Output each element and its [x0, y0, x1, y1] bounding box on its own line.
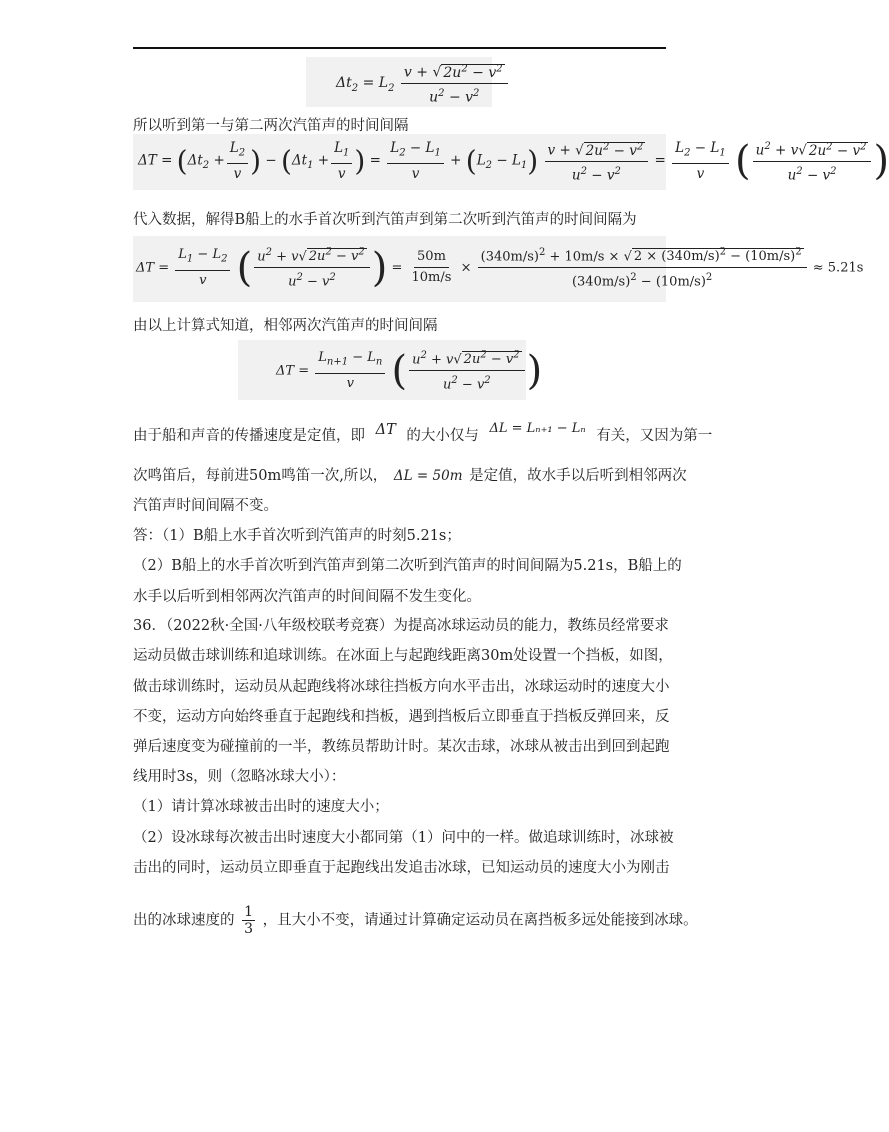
text-p3: 由以上计算式知道，相邻两次汽笛声的时间间隔 [133, 318, 438, 334]
text-p4c: 有关，又因为第一 [596, 428, 713, 444]
question-36-line5: 弹后速度变为碰撞前的一半，教练员帮助计时。某次击球，冰球从被击出到回到起跑 [133, 739, 670, 755]
text-p1: 所以听到第一与第二两次汽笛声的时间间隔 [133, 118, 409, 134]
answer-2a: （2）B船上的水手首次听到汽笛声到第二次听到汽笛声的时间间隔为5.21s，B船上的 [133, 558, 682, 574]
question-36-line2: 运动员做击球训练和追球训练。在冰面上与起跑线距离30m处设置一个挡板，如图， [133, 648, 673, 664]
inline-deltaL50: ΔL = 50m [393, 468, 463, 484]
formula-delta-T-general: $\Delta T = (\Delta t_2$ + $\frac{L_2}{v}$ ) − ($\Delta t_1$ + $\frac{L_1}{v}$ ) = $\frac{L_2 - L_1}{v}$ + $(L_2 - L_1)$ $\frac{v + √ 2u^2 - v^2}{u^2 - v^2}$ = $\frac{L_2 - L_1}{v}$ ( $\frac{u^2 + v√ 2u^2 - v^2}{u^2 - v^2}$ ) [138, 138, 889, 184]
text-p4a: 由于船和声音的传播速度是定值，即 [133, 428, 365, 444]
question-36-line4: 不变，运动方向始终垂直于起跑线和挡板，遇到挡板后立即垂直于挡板反弹回来，反 [133, 709, 670, 725]
header-rule [133, 47, 666, 49]
question-36-part1: （1）请计算冰球被击出时的速度大小； [133, 799, 389, 815]
formula-delta-T-numeric: ΔT = $\frac{L_1 - L_2}{v}$ ( $\frac{u^2 + v√ 2u^2 - v^2}{u^2 - v^2}$ ) = $\frac{50m}{10m/s}$ × $\frac{(340m/s)^2 + 10m/s \times √ 2 \times (340m/s)^2 - (10m/s)^2}{(340m/s)^2 - (10m/s)^2}$ ≈ 5.21s [136, 244, 864, 291]
fraction-one-third [242, 904, 255, 937]
text-p4 [133, 421, 713, 447]
inline-deltaT: ΔT [375, 422, 396, 438]
formula-delta-T-adjacent: ΔT = $\frac{L_{n+1} - L_n}{v}$ ( $\frac{u^2 + v√ 2u^2 - v^2}{u^2 - v^2}$ ) [276, 347, 543, 394]
fraction-numerator: 1 [244, 904, 254, 920]
text-p2: 代入数据，解得B船上的水手首次听到汽笛声到第二次听到汽笛声的时间间隔为 [133, 212, 637, 228]
text-p4b: 的大小仅与 [406, 428, 479, 444]
answer-2b: 水手以后听到相邻两次汽笛声的时间间隔不发生变化。 [133, 589, 481, 605]
question-36-part2-line1: （2）设冰球每次被击出时速度大小都同第（1）问中的一样。做追球训练时，冰球被 [133, 830, 674, 846]
question-36-part2-line3 [133, 904, 698, 937]
question-36-part2-line2: 击出的同时，运动员立即垂直于起跑线出发追击冰球，已知运动员的速度大小为刚击 [133, 860, 670, 876]
text-p6: 汽笛声时间间隔不变。 [133, 498, 278, 514]
text-p5a: 次鸣笛后，每前进50m鸣笛一次,所以， [133, 468, 388, 484]
formula-delta-t2: $\Delta t_2 = L_2$ $\frac{v + √ 2u^2 - v^2}{u^2 - v^2}$ [336, 60, 510, 106]
question-36-line6: 线用时3s，则（忽略冰球大小）： [133, 769, 346, 785]
text-q36-10b: ，且大小不变，请通过计算确定运动员在离挡板多远处能接到冰球。 [262, 912, 698, 929]
inline-deltaL: ΔL = Lₙ₊₁ − Lₙ [489, 421, 586, 436]
text-p5b: 是定值，故水手以后听到相邻两次 [469, 468, 687, 484]
question-36-line3: 做击球训练时，运动员从起跑线将冰球往挡板方向水平击出，冰球运动时的速度大小 [133, 679, 670, 695]
answer-1: 答：（1）B船上水手首次听到汽笛声的时刻5.21s； [133, 528, 461, 544]
text-p5 [133, 466, 687, 486]
question-36-line1: 36．（2022秋·全国·八年级校联考竞赛）为提高冰球运动员的能力，教练员经常要求 [133, 618, 669, 634]
text-q36-10a: 出的冰球速度的 [133, 912, 235, 929]
fraction-denominator: 3 [244, 921, 254, 937]
